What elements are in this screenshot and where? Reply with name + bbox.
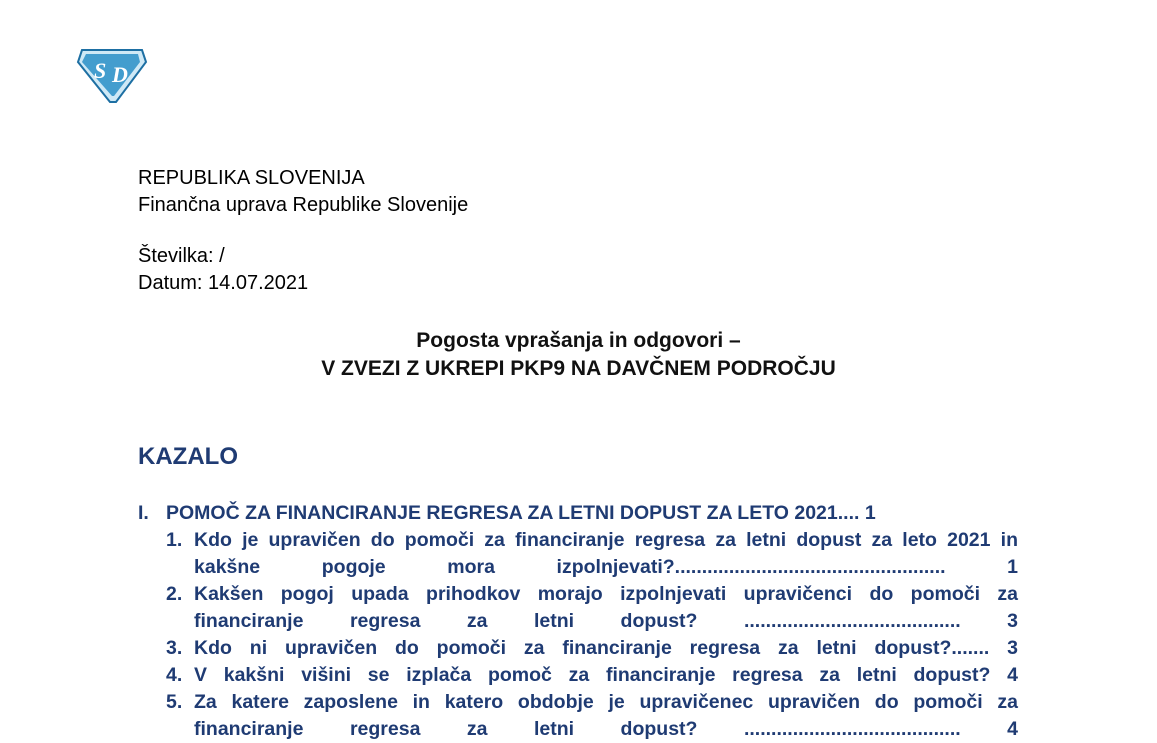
institution-header xyxy=(138,165,468,219)
toc-heading: KAZALO xyxy=(138,443,238,470)
document-title xyxy=(0,327,1157,383)
toc-section-link[interactable] xyxy=(138,500,1018,527)
authority-name: Finančna uprava Republike Slovenije xyxy=(138,194,469,216)
toc-item-number: 1. xyxy=(166,529,183,551)
toc-item-text: V kakšni višini se izplača pomoč za financiranje regresa za letni dopust? 4 xyxy=(194,664,1018,686)
furs-logo-icon xyxy=(76,44,148,106)
toc-item-link[interactable] xyxy=(166,581,1018,635)
table-of-contents xyxy=(138,500,1018,743)
document-meta xyxy=(138,243,308,297)
toc-item-text: Kdo je upravičen do pomoči za financiranje regresa za letni dopust za leto 2021 in kakšne pogoje mora izpolnjevati?.................................................. 1 xyxy=(194,529,1018,578)
document-date: Datum: 14.07.2021 xyxy=(138,272,309,294)
toc-section-text: POMOČ ZA FINANCIRANJE REGRESA ZA LETNI DOPUST ZA LETO 2021.... 1 xyxy=(166,502,876,524)
title-line-1: Pogosta vprašanja in odgovori – xyxy=(416,329,741,352)
toc-item-text: Kakšen pogoj upada prihodkov morajo izpolnjevati upravičenci do pomoči za financiranje regresa za letni dopust? ........................................ 3 xyxy=(194,583,1018,632)
title-line-2: V ZVEZI Z UKREPI PKP9 NA DAVČNEM PODROČJU xyxy=(321,357,836,380)
document-number: Številka: / xyxy=(138,245,225,267)
republic-name: REPUBLIKA SLOVENIJA xyxy=(138,167,365,189)
furs-logo xyxy=(76,44,148,106)
toc-item-link[interactable] xyxy=(166,635,1018,662)
toc-item-text: Za katere zaposlene in katero obdobje je upravičenec upravičen do pomoči za financiranje regresa za letni dopust? ........................................ 4 xyxy=(194,691,1018,740)
toc-item-number: 5. xyxy=(166,691,183,713)
toc-section-number: I. xyxy=(138,502,149,524)
toc-item-number: 3. xyxy=(166,637,183,659)
svg-text:D: D xyxy=(112,62,128,87)
toc-item-number: 4. xyxy=(166,664,183,686)
svg-text:S: S xyxy=(94,58,107,83)
toc-item-link[interactable] xyxy=(166,527,1018,581)
toc-item-link[interactable] xyxy=(166,689,1018,743)
toc-item-text: Kdo ni upravičen do pomoči za financiranje regresa za letni dopust?....... 3 xyxy=(194,637,1018,659)
toc-item-link[interactable] xyxy=(166,662,1018,689)
toc-item-number: 2. xyxy=(166,583,183,605)
